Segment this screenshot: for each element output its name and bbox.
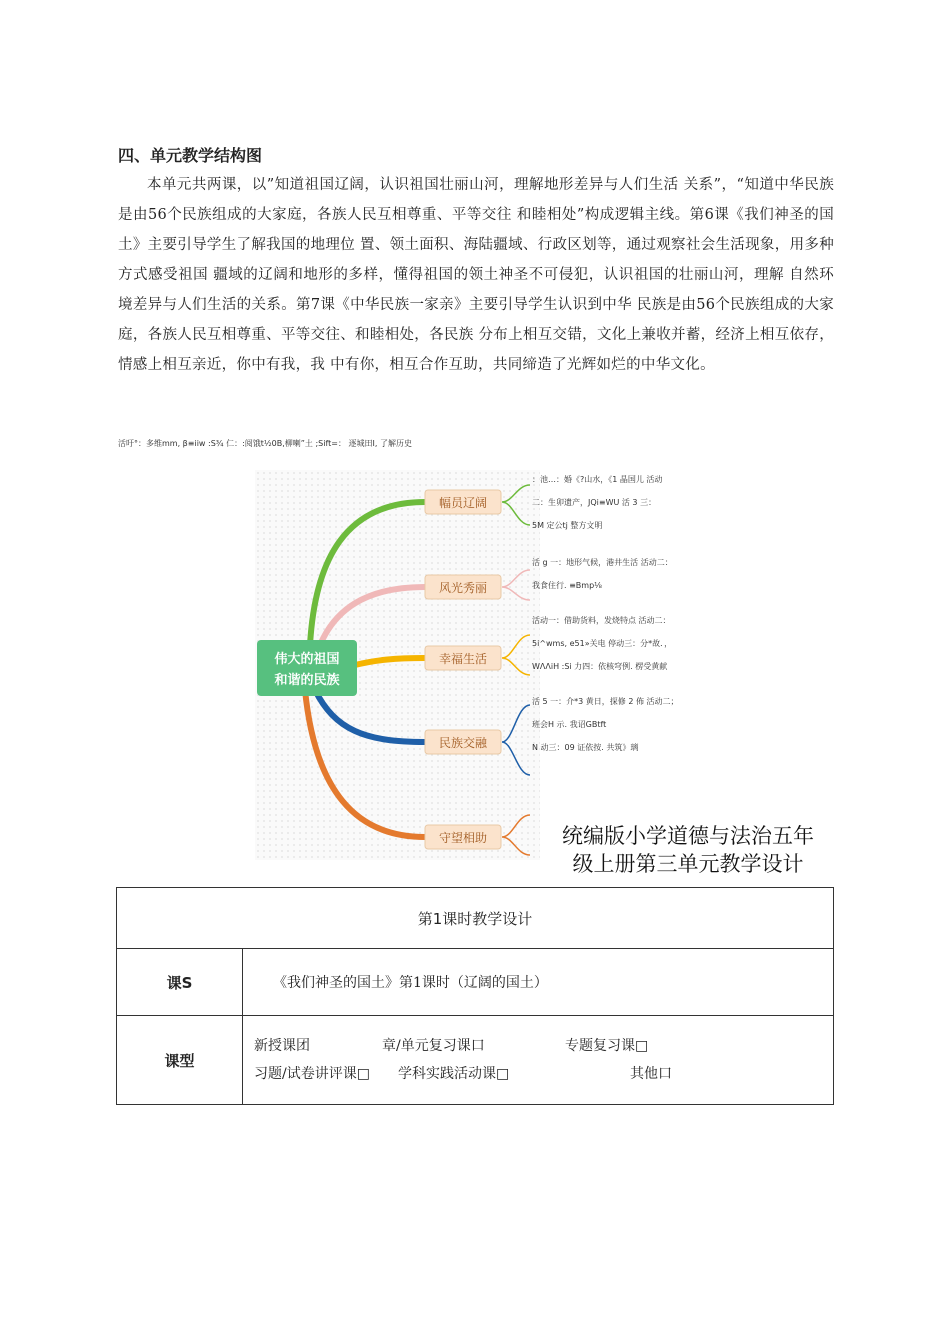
branch-curve-4 [315, 690, 425, 742]
branch-curve-5 [305, 690, 425, 837]
branch-curve-2 [320, 587, 425, 645]
note-line: ：池…：婚《?山水，《1 晶国儿 活动 [532, 475, 663, 484]
type-options [243, 1016, 834, 1105]
note-line: 活动一：借助货料，发烧特点 活动二： [532, 616, 671, 625]
branch-label-1: 幅员辽阔 [438, 496, 488, 510]
branch-label-3: 幸福生活 [438, 652, 488, 666]
document-title-line1: 统编版小学道德与法治五年 [562, 824, 814, 848]
note-line: 5M 定公tj 整方文明 [532, 521, 603, 530]
mind-map-graphic [255, 470, 540, 860]
branch-label-4: 民族交融 [438, 736, 488, 750]
branch-curve-1 [310, 502, 425, 645]
type-options-row2 [244, 1060, 832, 1088]
center-node-line1: 伟大的祖国 [274, 652, 340, 667]
document-title [538, 822, 838, 878]
branch-notes-3 [532, 609, 672, 678]
branch-notes-2 [532, 551, 673, 597]
activity-caption: 活吁°：多维mm, β≡iiw :S¾ 仁：:阅饿t½0B,柳喇”土 ;Sift=： 逐城田I, 了解历史 [118, 439, 412, 448]
note-connector-5 [502, 815, 530, 855]
course-label: 课S [117, 949, 243, 1016]
table-title: 第1课时教学设计 [117, 888, 834, 949]
branch-notes-4 [532, 690, 679, 759]
intro-paragraph: 本单元共两课，以”知道祖国辽阔，认识祖国壮丽山河，理解地形差异与人们生活 关系”，“知道中华民族是由56个民族组成的大家庭，各族人民互相尊重、平等交往 和睦相处”构成逻辑主线。第6课《我们神圣的国土》主要引导学生了解我国的地理位 置、领土面积、海陆疆域、行政区划等，通过观察社会生活现象，用多种方式感受祖国 疆域的辽阔和地形的多样，懂得祖国的领土神圣不可侵犯，认识祖国的壮丽山河，理解 自然环境差异与人们生活的关系。第7课《中华民族一家亲》主要引导学生认识到中华 民族是由56个民族组成的大家庭，各族人民互相尊重、平等交往、和睦相处，各民族 分布上相互交错，文化上兼收并蓄，经济上相互依存，情感上相互亲近，你中有我，我 中有你，相互合作互助，共同缔造了光辉如烂的中华文化。 [118, 177, 834, 373]
option-new-lesson[interactable]: 新授课团 [254, 1038, 310, 1054]
branch-label-2: 风光秀丽 [438, 581, 488, 595]
option-other[interactable]: 其他口 [630, 1066, 672, 1082]
option-practice-activity[interactable]: 学科实践活动课□ [398, 1066, 510, 1082]
note-connector-1 [502, 485, 530, 525]
note-connector-4 [502, 705, 530, 775]
note-connector-3 [502, 635, 530, 675]
note-line: WΛΛiH :Si 力四：依核穹例. 楞受黄献 [532, 662, 668, 671]
section-heading: 四、单元教学结构图 [118, 146, 263, 165]
document-title-line2: 级上册第三单元教学设计 [572, 852, 804, 876]
option-topic-review[interactable]: 专题复习课□ [565, 1038, 649, 1054]
note-line: 班会H 示. 我诏GBtft [532, 720, 607, 729]
branch-curve-3 [355, 658, 425, 665]
note-line: 二：生卯遗产，JQi≡WU 活 3 三： [532, 498, 657, 507]
note-line: 5i^wms, e51»关电 停动三：分*故．， [532, 639, 673, 648]
option-exercise-review[interactable]: 习题/试卷讲评课□ [254, 1066, 370, 1082]
option-unit-review[interactable]: 章/单元复习课口 [382, 1038, 485, 1054]
lesson-design-table [116, 887, 834, 1105]
note-line: 活 g 一：地形气候，港井生活 活动二： [532, 558, 673, 567]
branch-label-5: 守望相助 [438, 831, 488, 845]
type-options-row1 [244, 1032, 832, 1060]
course-value: 《我们神圣的国土》第1课时（辽阔的国土） [243, 949, 834, 1016]
center-node-line2: 和谐的民族 [274, 673, 340, 688]
branch-notes-1 [532, 468, 662, 537]
note-line: N 动三：09 证依按. 共筑》璃 [532, 743, 639, 752]
mind-map [255, 470, 540, 860]
note-line: 我食住行. ≡Bmp⅛ [532, 581, 602, 590]
note-connector-2 [502, 570, 530, 600]
note-line: 活 5 一：介*3 黄日，探修 2 佈 活动二； [532, 697, 679, 706]
type-label: 课型 [117, 1016, 243, 1105]
